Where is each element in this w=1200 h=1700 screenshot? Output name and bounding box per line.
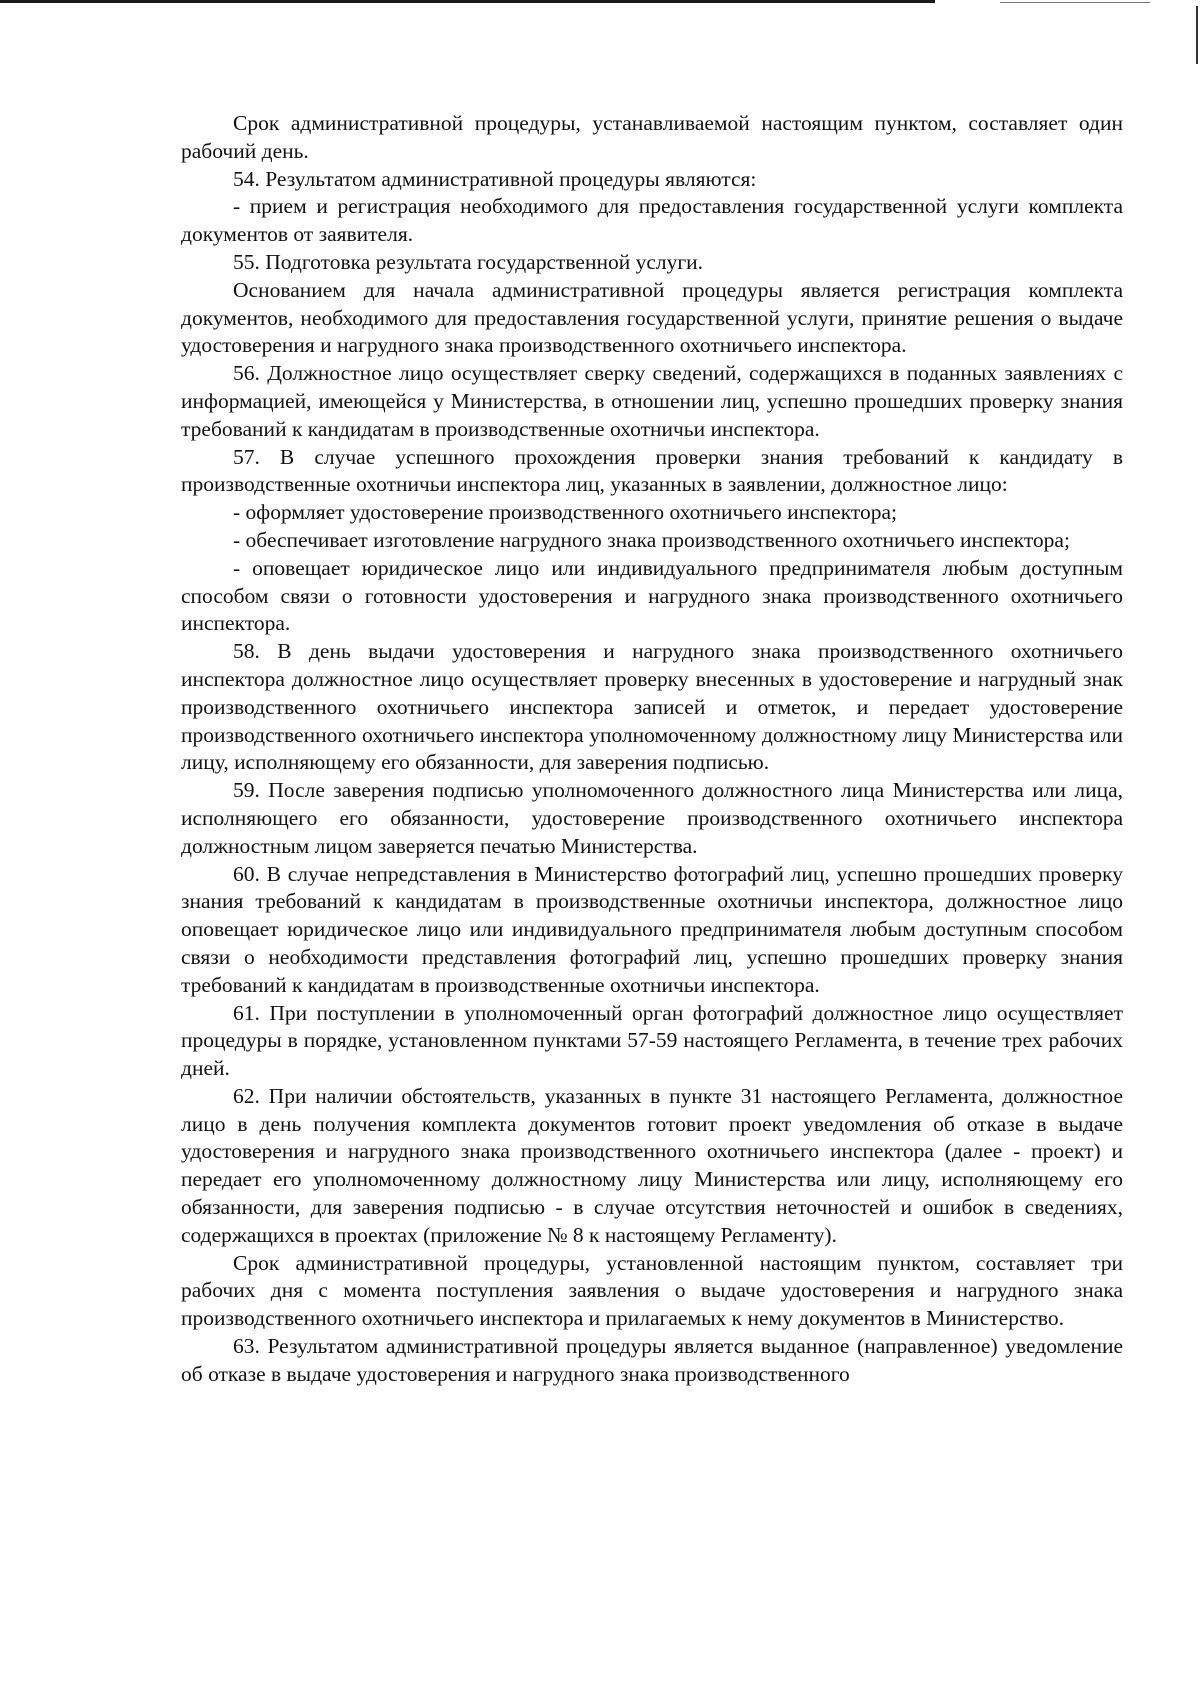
paragraph: 55. Подготовка результата государственной услуги.: [233, 249, 704, 274]
paragraph: 58. В день выдачи удостоверения и нагрудного знака производственного охотничьего инспектора должностное лицо осуществляет проверку внесенных в удостоверение и нагрудный знак производственного охотничьего инспектора записей и отметок, и передает удостоверение производственного охотничьего инспектора уполномоченному должностному лицу Министерства или лицу, исполняющему его обязанности, для заверения подписью.: [181, 639, 1123, 775]
scan-edge-right: [1196, 6, 1198, 64]
paragraph: Срок административной процедуры, устанавливаемой настоящим пунктом, составляет один рабочий день.: [181, 111, 1123, 163]
paragraph: 56. Должностное лицо осуществляет сверку сведений, содержащихся в поданных заявлениях с информацией, имеющейся у Министерства, в отношении лиц, успешно прошедших проверку знания требований к кандидатам в производственные охотничьи инспектора.: [181, 361, 1123, 441]
paragraph: 62. При наличии обстоятельств, указанных в пункте 31 настоящего Регламента, должностное лицо в день получения комплекта документов готовит проект уведомления об отказе в выдаче удостоверения и нагрудного знака производственного охотничьего инспектора (далее - проект) и передает его уполномоченному должностному лицу Министерства или лицу, исполняющему его обязанности, для заверения подписью - в случае отсутствия неточностей и ошибок в сведениях, содержащихся в проектах (приложение № 8 к настоящему Регламенту).: [181, 1083, 1123, 1247]
scan-edge-top-right: [1000, 2, 1150, 3]
paragraph: - оформляет удостоверение производственного охотничьего инспектора;: [233, 500, 897, 525]
paragraph: 63. Результатом административной процедуры является выданное (направленное) уведомление об отказе в выдаче удостоверения и нагрудного знака производственного: [181, 1334, 1123, 1386]
paragraph: Основанием для начала административной процедуры является регистрация комплекта документов, необходимого для предоставления государственной услуги, принятие решения о выдаче удостоверения и нагрудного знака производственного охотничьего инспектора.: [181, 277, 1123, 358]
paragraph: 61. При поступлении в уполномоченный орган фотографий должностное лицо осуществляет процедуры в порядке, установленном пунктами 57-59 настоящего Регламента, в течение трех рабочих дней.: [181, 1000, 1123, 1081]
paragraph: Срок административной процедуры, установленной настоящим пунктом, составляет три рабочих дня с момента поступления заявления о выдаче удостоверения и нагрудного знака производственного охотничьего инспектора и прилагаемых к нему документов в Министерство.: [181, 1250, 1123, 1331]
paragraph: 59. После заверения подписью уполномоченного должностного лица Министерства или лица, исполняющего его обязанности, удостоверение производственного охотничьего инспектора должностным лицом заверяется печатью Министерства.: [181, 778, 1123, 858]
paragraph: 54. Результатом административной процедуры являются:: [233, 166, 757, 191]
paragraph: - прием и регистрация необходимого для предоставления государственной услуги комплекта документов от заявителя.: [181, 194, 1123, 247]
document-page: [181, 110, 1123, 1389]
scan-edge-top: [0, 0, 935, 3]
paragraph: 60. В случае непредставления в Министерство фотографий лиц, успешно прошедших проверку знания требований к кандидатам в производственные охотничьи инспектора, должностное лицо оповещает юридическое лицо или индивидуального предпринимателя любым доступным способом связи о необходимости представления фотографий лиц, успешно прошедших проверку знания требований к кандидатам в производственные охотничьи инспектора.: [181, 861, 1123, 997]
paragraph: - оповещает юридическое лицо или индивидуального предпринимателя любым доступным способом связи о готовности удостоверения и нагрудного знака производственного охотничьего инспектора.: [181, 555, 1123, 636]
paragraph: - обеспечивает изготовление нагрудного знака производственного охотничьего инспектора;: [233, 527, 1070, 552]
paragraph: 57. В случае успешного прохождения проверки знания требований к кандидату в производственные охотничьи инспектора лиц, указанных в заявлении, должностное лицо:: [181, 444, 1123, 497]
